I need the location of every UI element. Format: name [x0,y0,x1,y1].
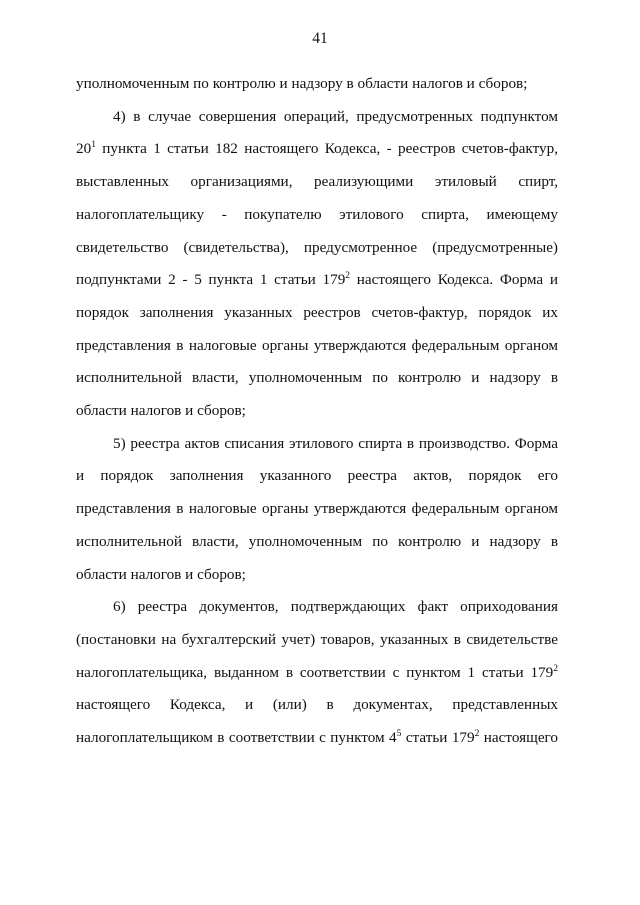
text-segment: настоящего [479,729,559,747]
paragraph-continuation [76,68,558,101]
text-segment: 4) в случае совершения операций, предусмотренных подпунктом 20 [76,107,558,158]
superscript: 2 [474,729,480,739]
document-body [76,68,558,755]
text-segment: настоящего Кодекса, и (или) в документах, представленных налогоплательщиком в соответствии с пунктом 4 [76,696,558,747]
text-segment: статьи 179 [401,729,475,747]
superscript: 1 [91,140,96,151]
paragraph-item-5 [76,428,558,592]
text-segment: настоящего Кодекса. Форма и порядок заполнения указанных реестров счетов-фактур, порядок их представления в налоговые органы утверждаются федеральным органом исполнительной власти, уполномоченным по контролю и надзору в области налогов и сборов; [76,271,558,420]
text-segment: 5) реестра актов списания этилового спирта в производство. Форма и порядок заполнения указанного реестра актов, порядок его представления в налоговые органы утверждаются федеральным органом исполнительной власти, уполномоченным по контролю и надзору в области налогов и сборов; [76,434,558,583]
superscript: 2 [345,271,351,282]
superscript: 2 [553,663,558,674]
paragraph-item-6 [76,591,558,755]
text-segment: уполномоченным по контролю и надзору в области налогов и сборов; [76,75,528,92]
text-segment: 6) реестра документов, подтверждающих факт оприходования (постановки на бухгалтерский учет) товаров, указанных в свидетельстве налогоплательщика, выданном в соответствии с пунктом 1 статьи 179 [76,598,558,681]
text-segment: пункта 1 статьи 182 настоящего Кодекса, - реестров счетов-фактур, выставленных организациями, реализующими этиловый спирт, налогоплательщику - покупателю этилового спирта, имеющему свидетельство (свидетельства), предусмотренное (предусмотренные) подпунктами 2 - 5 пункта 1 статьи 179 [76,140,558,289]
paragraph-item-4 [76,101,558,428]
page-number: 41 [312,30,328,47]
superscript: 5 [396,729,402,739]
